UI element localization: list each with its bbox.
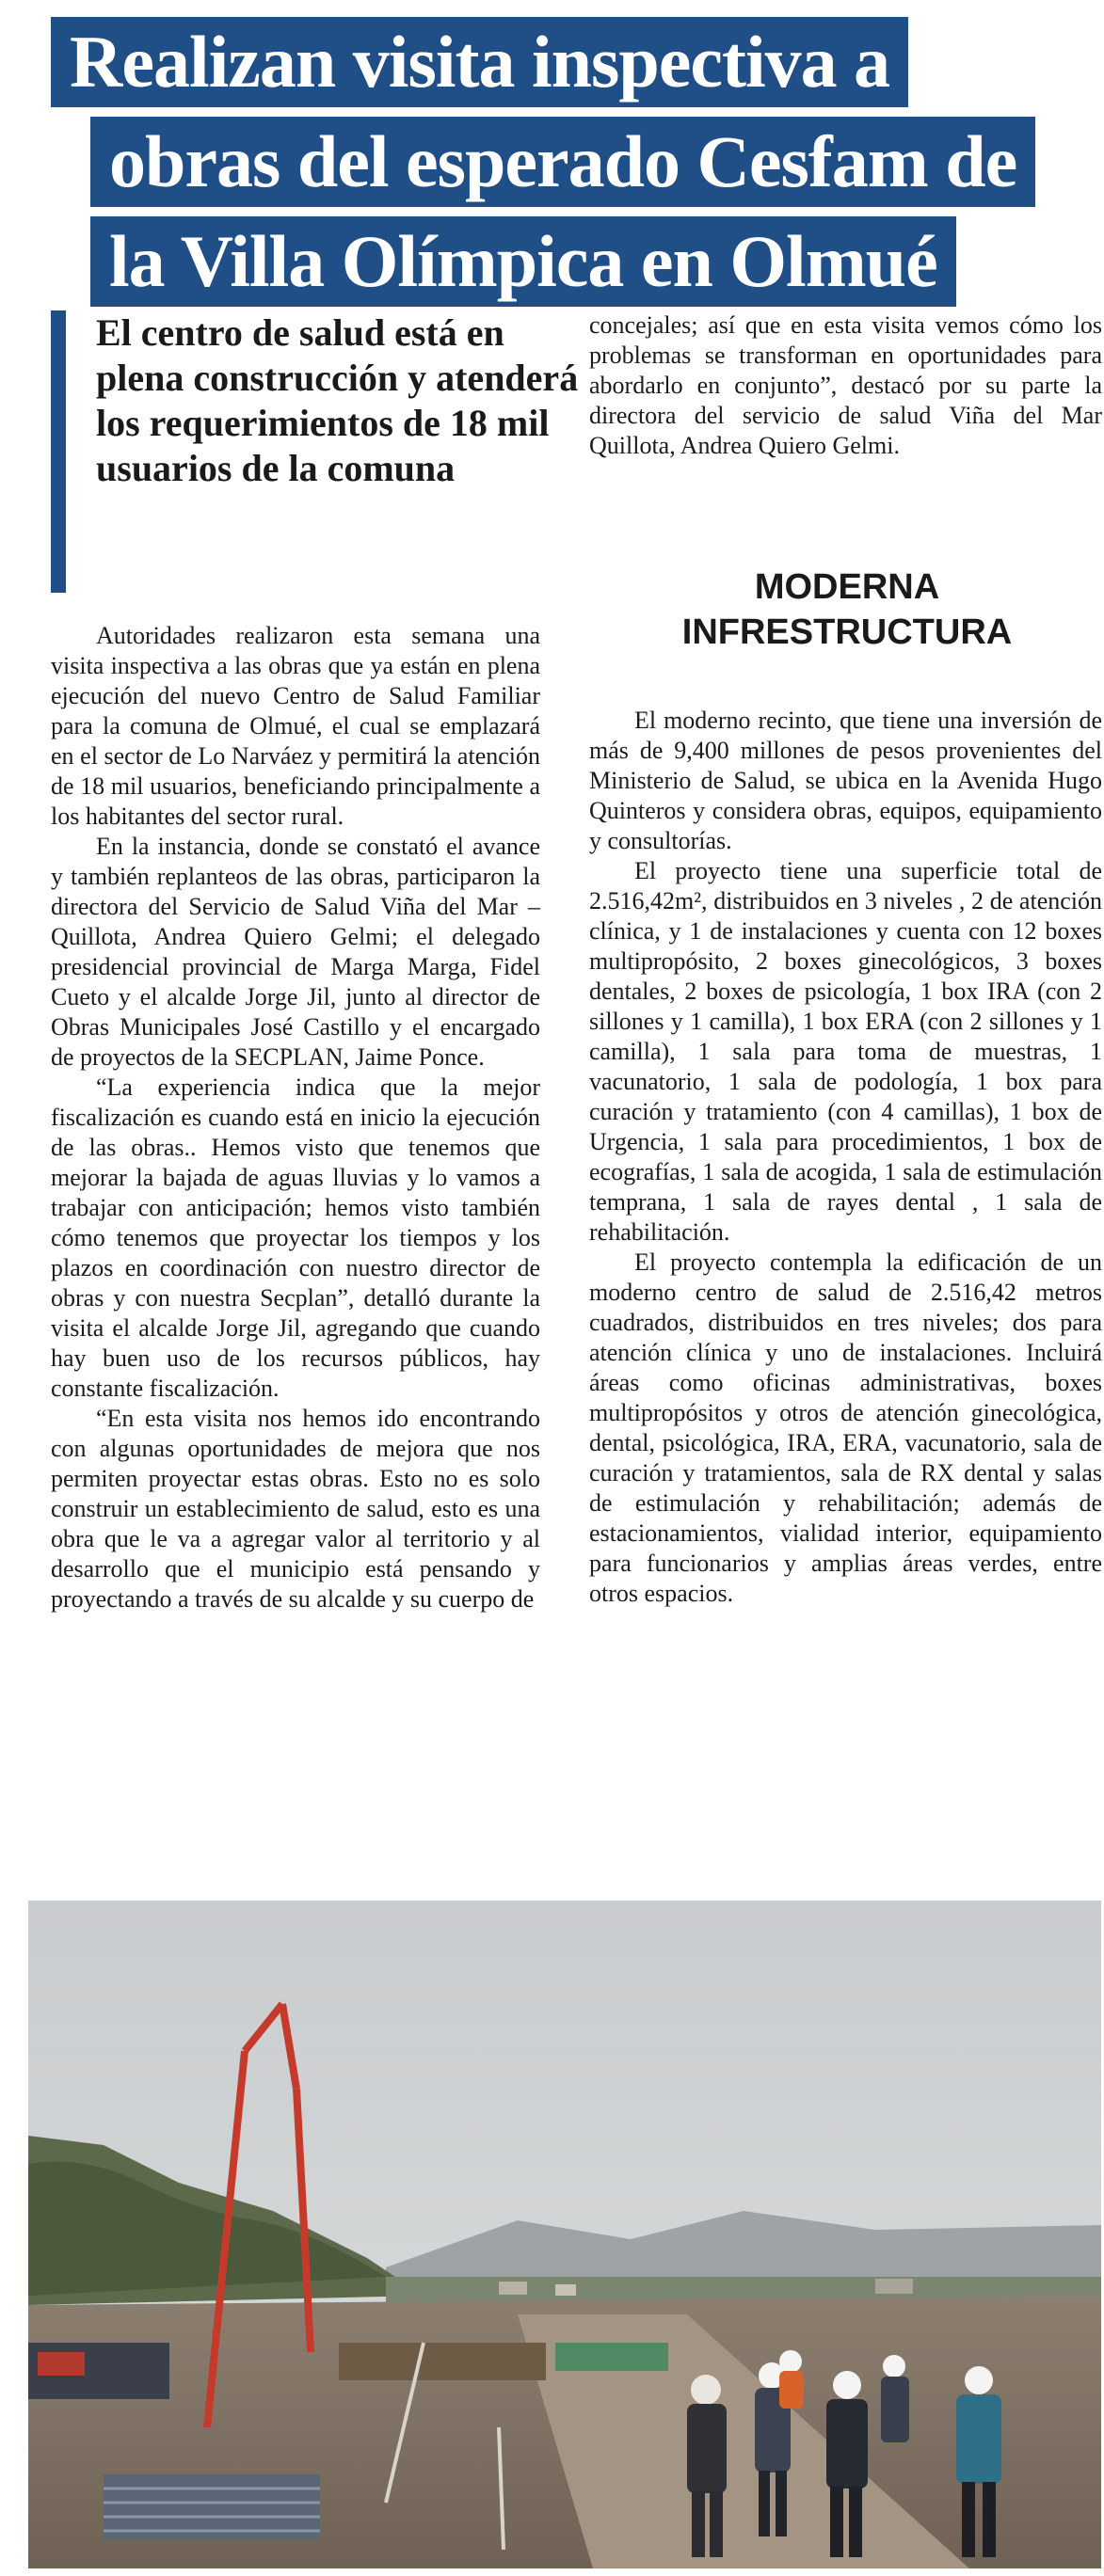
paragraph: “La experiencia indica que la mejor fiscalización es cuando está en inicio la ejecución de las obras.. Hemos visto que tenemos que mejorar la bajada de aguas lluvias y lo vamos a trabajar con anticipación; hemos visto también cómo tenemos que proyectar los tiempos y los plazos en coordinación con nuestro director de obras y con nuestra Secplan”, detalló durante la visita el alcalde Jorge Jil, agregando que cuando hay buen uso de los recursos públicos, hay constante fiscalización. <box>51 1073 540 1402</box>
body-column-left <box>51 621 540 1614</box>
body-column-right <box>589 706 1102 1609</box>
paragraph: El moderno recinto, que tiene una inversión de más de 9,400 millones de pesos provenientes del Ministerio de Salud, se ubica en la Avenida Hugo Quinteros y considera obras, equipos, equipamiento y consultorías. <box>589 707 1102 854</box>
paragraph: “En esta visita nos hemos ido encontrando con algunas oportunidades de mejora que nos permiten proyectar estas obras. Esto no es solo construir un establecimiento de salud, esto es una obra que le va a agregar valor al territorio y al desarrollo que el municipio está pensando y proyectando a través de su alcalde y su cuerpo de <box>51 1405 540 1613</box>
section-heading-line-1: MODERNA <box>754 567 940 607</box>
headline-line-3: la Villa Olímpica en Olmué <box>90 216 956 307</box>
paragraph: El proyecto contempla la edificación de un moderno centro de salud de 2.516,42 metros cuadrados, distribuidos en tres niveles; dos para atención clínica y uno de instalaciones. Incluirá áreas como oficinas administrativas, boxes multipropósitos y otros de atención ginecológica, dental, psicológica, IRA, ERA, vacunatorio, sala de curación y tratamientos, sala de RX dental y salas de estimulación y rehabilitación; además de estacionamientos, vialidad interior, equipamiento para funcionarios y amplias áreas verdes, entre otros espacios. <box>589 1248 1102 1607</box>
paragraph: El proyecto tiene una superficie total de 2.516,42m², distribuidos en 3 niveles , 2 de atención clínica, y 1 de instalaciones y cuenta con 12 boxes multipropósito, 2 boxes ginecológicos, 3 boxes dentales, 2 boxes de psicología, 1 box IRA (con 2 sillones y 1 camilla), 1 box ERA (con 2 sillones y 1 camilla), 1 sala para toma de muestras, 1 vacunatorio, 1 sala de podología, 1 box para curación y tratamiento (con 4 camillas), 1 box de Urgencia, 1 sala para procedimientos, 1 box de ecografías, 1 sala de acogida, 1 sala de estimulación temprana, 1 sala de rayes dental , 1 sala de rehabilitación. <box>589 857 1102 1246</box>
paragraph: concejales; así que en esta visita vemos cómo los problemas se transforman en oportunidades para abordarlo en conjunto”, destacó por su parte la directora del servicio de salud Viña del Mar Quillota, Andrea Quiero Gelmi. <box>589 311 1102 459</box>
headline-line-1: Realizan visita inspectiva a <box>51 17 908 107</box>
headline-line-2: obras del esperado Cesfam de <box>90 117 1035 207</box>
lead-text: El centro de salud está en plena construcción y atenderá los requerimientos de 18 mil usuarios de la comuna <box>96 311 579 489</box>
section-heading-line-2: INFRESTRUCTURA <box>681 612 1013 652</box>
headline <box>51 17 1067 316</box>
body-column-right-continuation <box>589 310 1102 461</box>
paragraph: Autoridades realizaron esta semana una visita inspectiva a las obras que ya están en plena ejecución del nuevo Centro de Salud Familiar para la comuna de Olmué, el cual se emplazará en el sector de Lo Narváez y permitirá la atención de 18 mil usuarios, beneficiando principalmente a los habitantes del sector rural. <box>51 622 540 830</box>
construction-site-photo <box>28 1900 1101 2568</box>
section-heading <box>602 564 1092 655</box>
paragraph: En la instancia, donde se constató el avance y también replanteos de las obras, participaron la directora del Servicio de Salud Viña del Mar – Quillota, Andrea Quiero Gelmi; el delegado presidencial provincial de Marga Marga, Fidel Cueto y el alcalde Jorge Jil, junto al director de Obras Municipales José Castillo y el encargado de proyectos de la SECPLAN, Jaime Ponce. <box>51 833 540 1071</box>
lead-block <box>51 310 583 593</box>
